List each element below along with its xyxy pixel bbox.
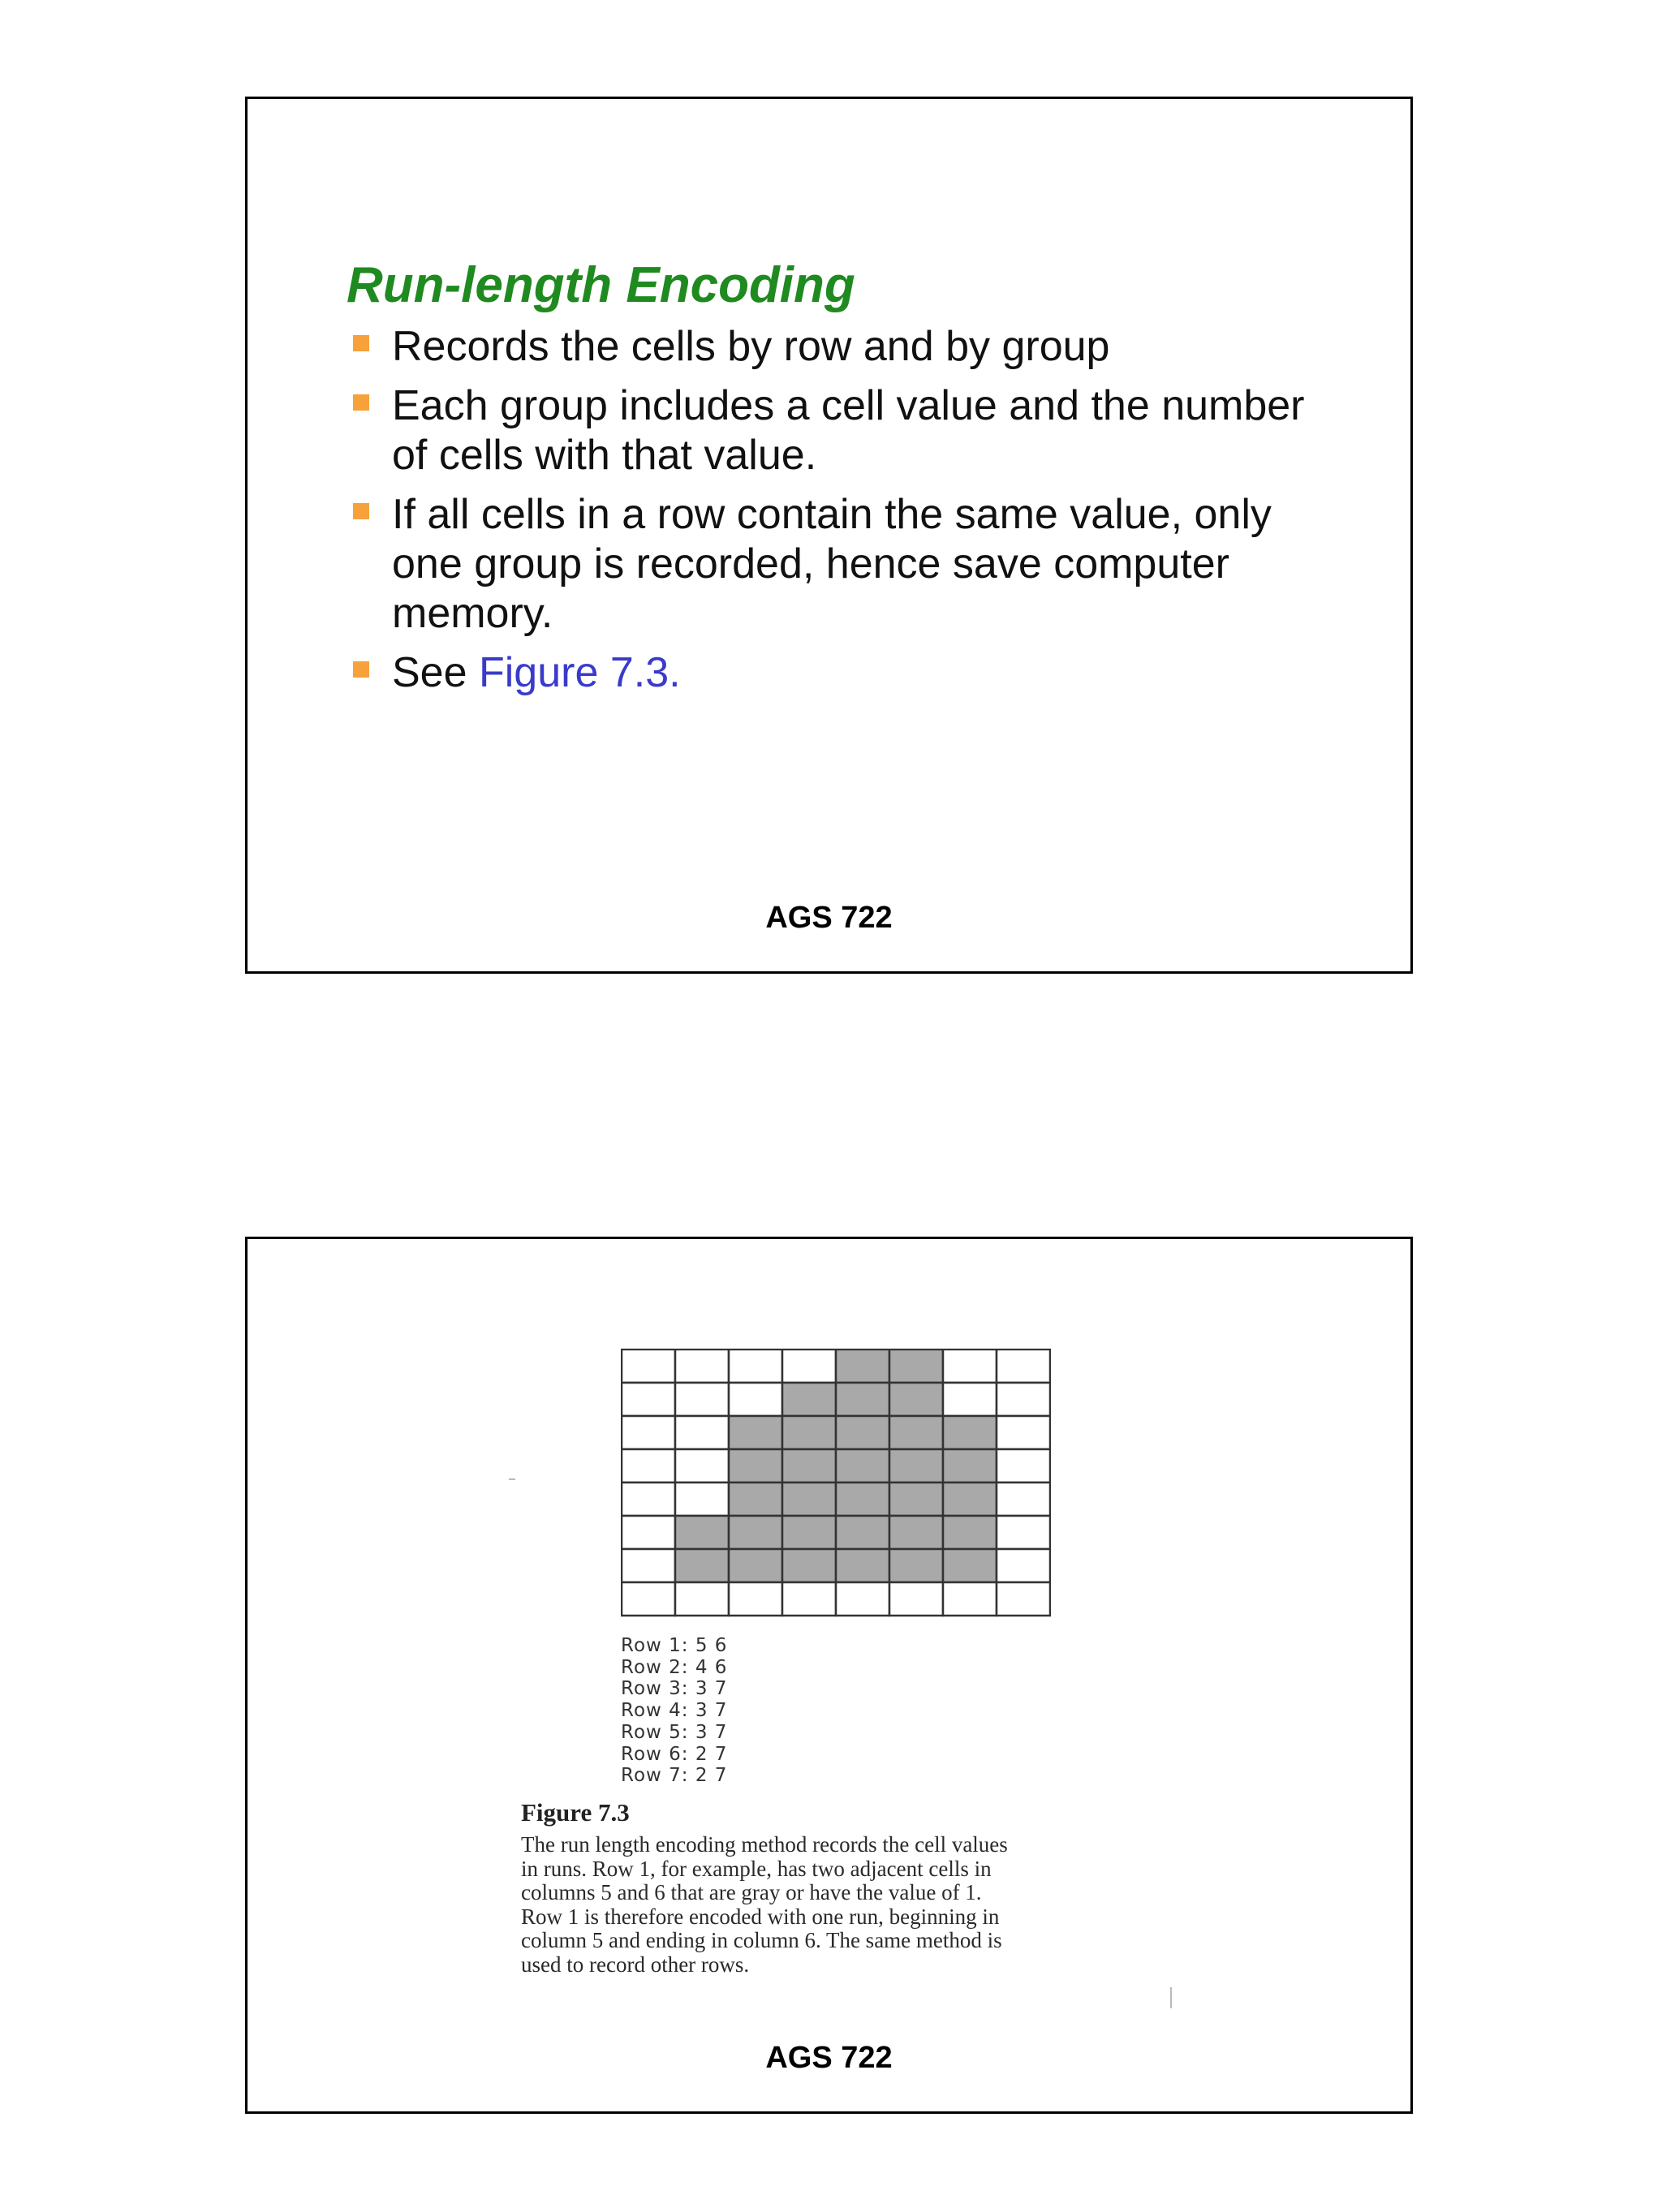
bullet-item	[347, 322, 1320, 372]
grid-cell-filled	[729, 1549, 782, 1582]
grid-cell-filled	[836, 1449, 889, 1483]
bullet-square-icon	[353, 335, 369, 351]
grid-cell-empty	[836, 1582, 889, 1616]
grid-cell-filled	[943, 1483, 997, 1516]
grid-cell-empty	[622, 1416, 675, 1449]
rle-row: Row 6: 2 7	[621, 1743, 728, 1765]
raster-grid	[621, 1349, 1051, 1618]
grid-cell-empty	[675, 1483, 729, 1516]
grid-cell-filled	[729, 1449, 782, 1483]
grid-cell-filled	[889, 1416, 943, 1449]
bullet-item	[347, 648, 1320, 698]
grid-cell-filled	[943, 1416, 997, 1449]
slide-2	[245, 1237, 1413, 2114]
grid-cell-filled	[782, 1549, 836, 1582]
grid-cell-empty	[675, 1349, 729, 1383]
rle-row-list	[621, 1635, 727, 1787]
bullet-square-icon	[353, 394, 369, 411]
grid-cell-filled	[836, 1416, 889, 1449]
bullet-text-prefix: See	[392, 649, 479, 696]
grid-cell-empty	[622, 1483, 675, 1516]
grid-cell-empty	[675, 1582, 729, 1616]
grid-cell-filled	[782, 1383, 836, 1416]
grid-cell-filled	[943, 1549, 997, 1582]
figure-caption: The run length encoding method records the cell values in runs. Row 1, for example, has two adjacent cells in columns 5 and 6 that are gray or have the value of 1. Row 1 is therefore encoded with one run, beginning in column 5 and ending in column 6. The same method is used to record other rows.	[521, 1832, 1008, 1977]
slide-footer: AGS 722	[765, 2041, 893, 2075]
bullet-square-icon	[353, 661, 369, 678]
grid-cell-filled	[889, 1516, 943, 1549]
grid-cell-filled	[836, 1549, 889, 1582]
grid-cell-empty	[889, 1582, 943, 1616]
grid-cell-filled	[675, 1516, 729, 1549]
grid-cell-filled	[889, 1383, 943, 1416]
grid-cell-empty	[997, 1383, 1050, 1416]
bullet-item	[347, 381, 1320, 480]
rle-row: Row 5: 3 7	[621, 1721, 728, 1743]
grid-cell-filled	[782, 1516, 836, 1549]
grid-cell-empty	[782, 1349, 836, 1383]
slide-1	[245, 97, 1413, 974]
grid-cell-filled	[889, 1449, 943, 1483]
rle-row: Row 1: 5 6	[621, 1635, 728, 1656]
bullet-item	[347, 490, 1320, 639]
grid-cell-empty	[729, 1582, 782, 1616]
scan-mark	[509, 1478, 515, 1480]
grid-cell-empty	[622, 1582, 675, 1616]
grid-cell-empty	[729, 1349, 782, 1383]
grid-cell-empty	[997, 1483, 1050, 1516]
grid-cell-filled	[782, 1449, 836, 1483]
rle-row: Row 4: 3 7	[621, 1700, 728, 1722]
grid-cell-filled	[729, 1416, 782, 1449]
grid-cell-empty	[997, 1349, 1050, 1383]
grid-cell-filled	[675, 1549, 729, 1582]
grid-cell-empty	[675, 1416, 729, 1449]
grid-cell-filled	[836, 1516, 889, 1549]
figure-title: Figure 7.3	[521, 1798, 630, 1827]
grid-cell-filled	[782, 1483, 836, 1516]
grid-cell-filled	[782, 1416, 836, 1449]
grid-cell-empty	[997, 1516, 1050, 1549]
grid-cell-empty	[622, 1383, 675, 1416]
grid-cell-empty	[943, 1582, 997, 1616]
bullet-text: If all cells in a row contain the same value, only one group is recorded, hence save computer memory.	[392, 491, 1272, 637]
grid-cell-empty	[943, 1349, 997, 1383]
grid-cell-filled	[836, 1483, 889, 1516]
grid-cell-empty	[997, 1449, 1050, 1483]
rle-row: Row 7: 2 7	[621, 1765, 728, 1787]
bullet-text	[392, 649, 681, 696]
bullet-text: Each group includes a cell value and the number of cells with that value.	[392, 382, 1305, 479]
grid-cell-filled	[943, 1516, 997, 1549]
grid-cell-filled	[889, 1549, 943, 1582]
bullet-square-icon	[353, 503, 369, 519]
grid-cell-filled	[889, 1349, 943, 1383]
grid-cell-empty	[622, 1449, 675, 1483]
bullet-text: Records the cells by row and by group	[392, 323, 1110, 370]
grid-cell-filled	[836, 1383, 889, 1416]
grid-cell-empty	[729, 1383, 782, 1416]
bullet-list	[347, 322, 1320, 708]
grid-cell-empty	[622, 1549, 675, 1582]
grid-cell-empty	[622, 1349, 675, 1383]
grid-cell-filled	[943, 1449, 997, 1483]
grid-cell-filled	[836, 1349, 889, 1383]
rle-row: Row 3: 3 7	[621, 1678, 728, 1700]
slide-title: Run-length Encoding	[347, 257, 855, 313]
figure-reference-link[interactable]: Figure 7.3.	[478, 649, 681, 696]
grid-cell-empty	[675, 1383, 729, 1416]
grid-cell-empty	[782, 1582, 836, 1616]
grid-cell-filled	[729, 1516, 782, 1549]
scan-mark	[1170, 1987, 1172, 2008]
grid-cell-empty	[997, 1582, 1050, 1616]
grid-cell-empty	[997, 1416, 1050, 1449]
grid-cell-empty	[622, 1516, 675, 1549]
grid-cell-filled	[729, 1483, 782, 1516]
grid-cell-filled	[889, 1483, 943, 1516]
grid-cell-empty	[943, 1383, 997, 1416]
rle-row: Row 2: 4 6	[621, 1656, 728, 1678]
grid-cell-empty	[997, 1549, 1050, 1582]
grid-cell-empty	[675, 1449, 729, 1483]
slide-footer: AGS 722	[765, 901, 893, 935]
